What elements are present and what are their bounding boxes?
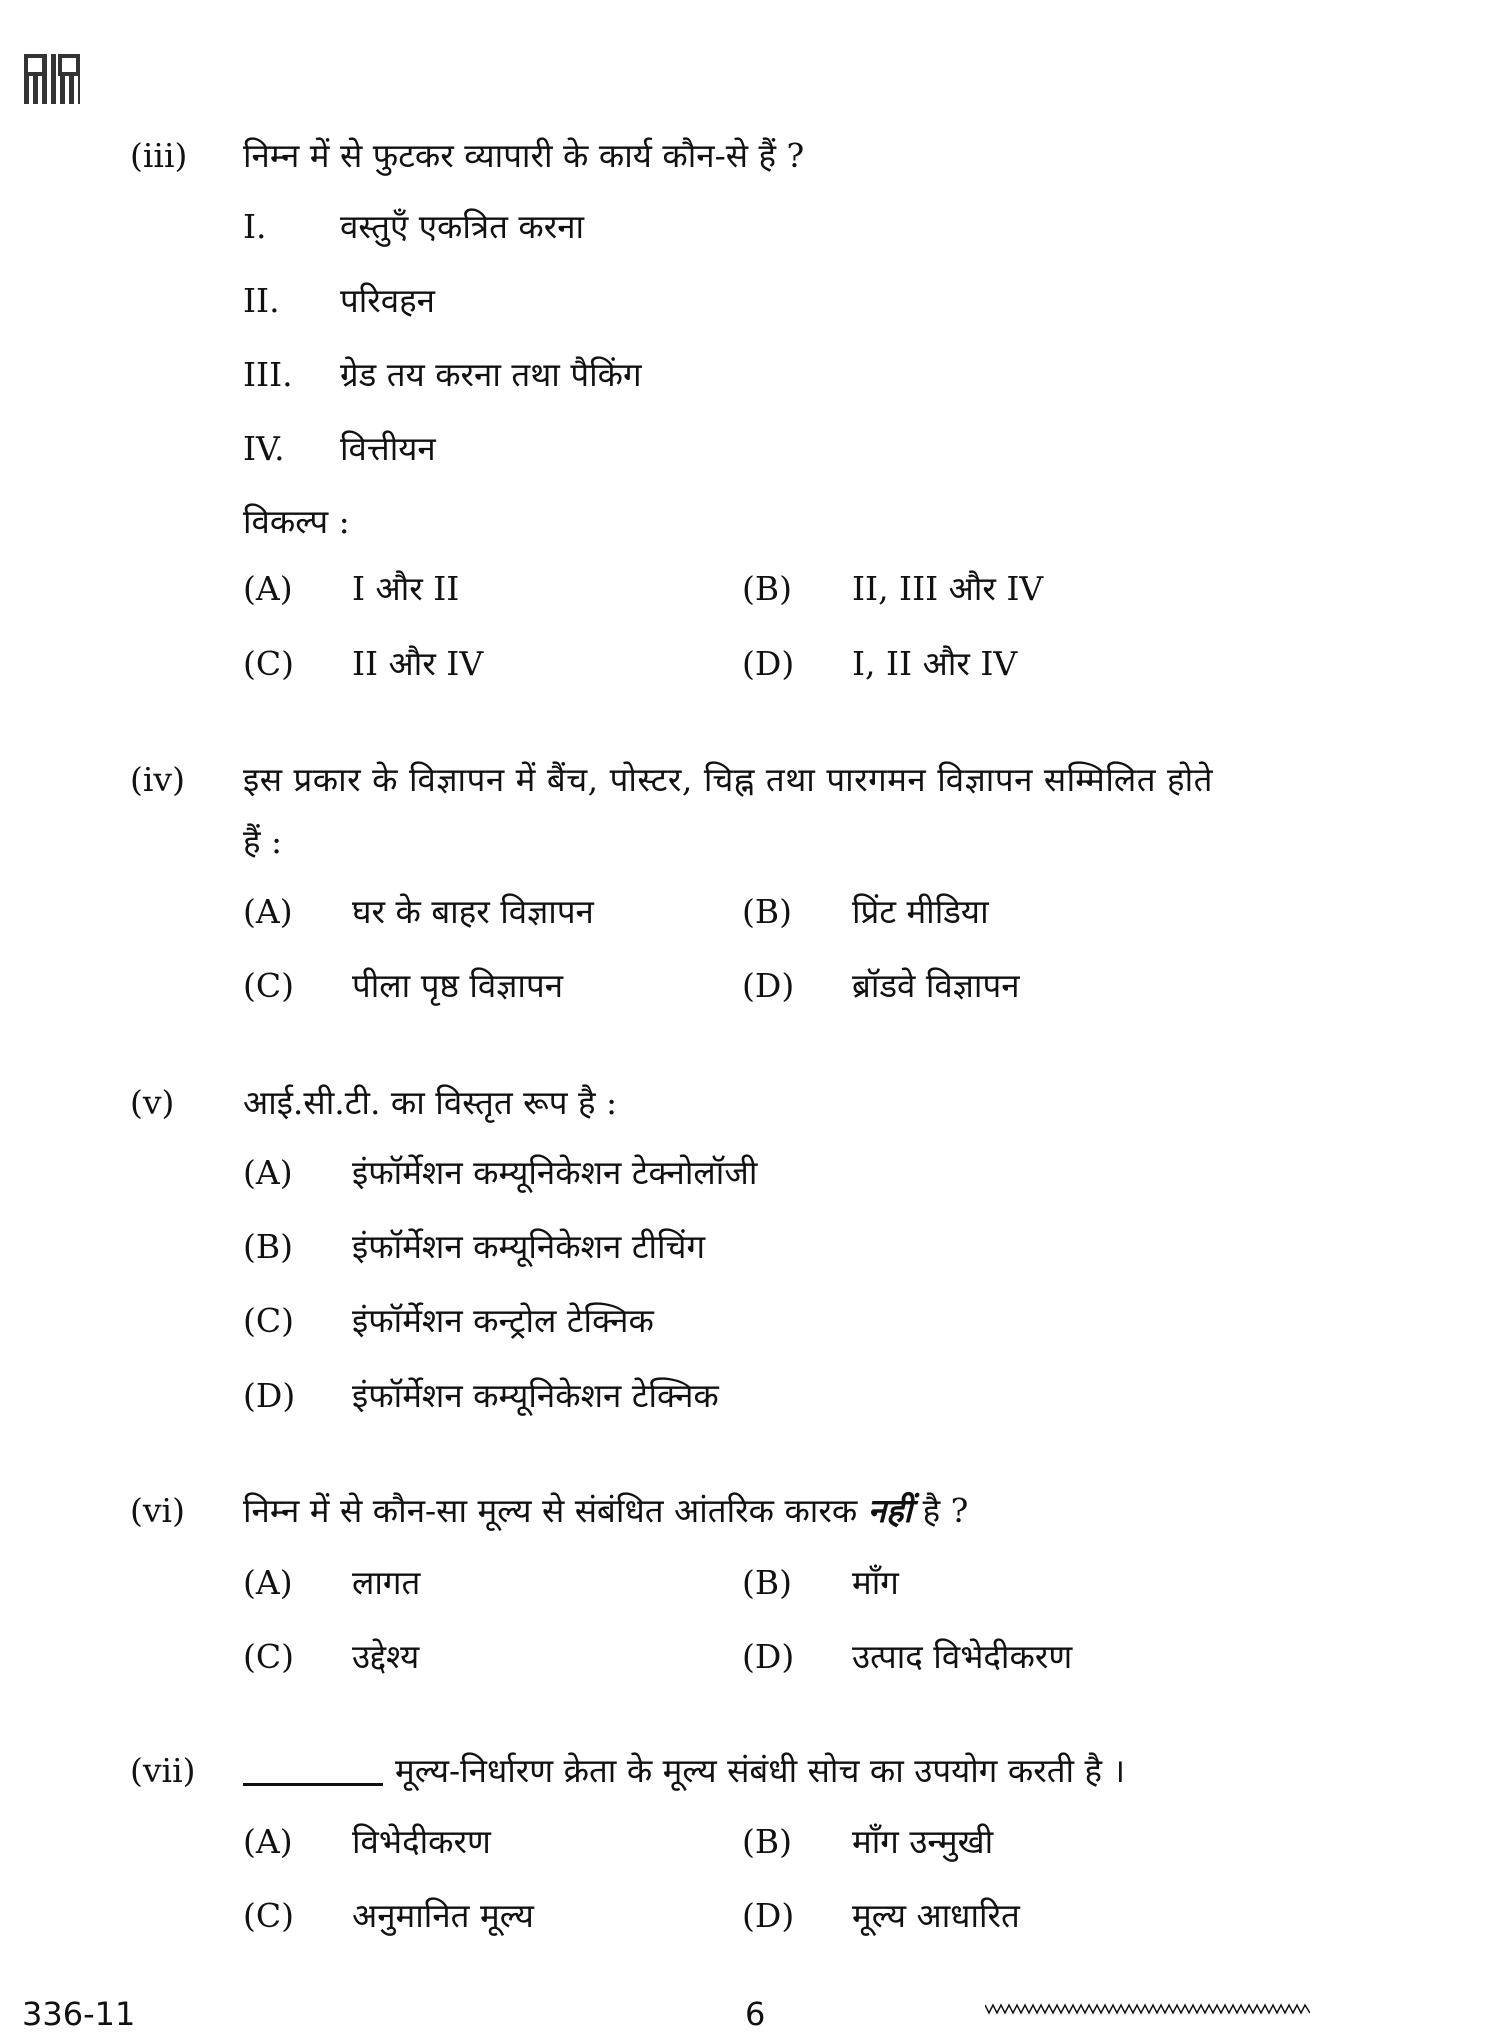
- option-text: ब्रॉडवे विज्ञापन: [852, 966, 1020, 1005]
- option-text: अनुमानित मूल्य: [352, 1896, 534, 1935]
- option-text: इंफॉर्मेशन कन्ट्रोल टेक्निक: [352, 1301, 654, 1340]
- option-text: II और IV: [352, 644, 484, 683]
- option-label: (A): [243, 1563, 293, 1602]
- option-text: इंफॉर्मेशन कम्यूनिकेशन टीचिंग: [352, 1227, 706, 1266]
- question-number: (vii): [130, 1751, 196, 1790]
- option-text: I, II और IV: [852, 644, 1018, 683]
- question-number: (v): [130, 1083, 175, 1122]
- question-text: निम्न में से फुटकर व्यापारी के कार्य कौन-से हैं ?: [243, 136, 805, 175]
- question-number: (iv): [130, 760, 185, 799]
- option-label: (A): [243, 1822, 293, 1861]
- option-label: (B): [742, 892, 792, 931]
- question-text-cont: हैं :: [243, 822, 283, 861]
- question-text-part: है ?: [922, 1491, 969, 1530]
- option-text: माँग उन्मुखी: [852, 1822, 994, 1861]
- wavy-line-decoration: [985, 2002, 1310, 2016]
- option-label: (D): [742, 966, 795, 1005]
- option-label: (A): [243, 892, 293, 931]
- option-text: II, III और IV: [852, 569, 1044, 608]
- question-number: (iii): [130, 136, 188, 175]
- option-text: मूल्य आधारित: [852, 1896, 1020, 1935]
- item-text: परिवहन: [340, 281, 435, 320]
- item-text: वित्तीयन: [340, 429, 436, 468]
- option-text: प्रिंट मीडिया: [852, 892, 989, 931]
- option-label: (C): [243, 1301, 294, 1340]
- option-label: (D): [742, 644, 795, 683]
- option-text: माँग: [852, 1563, 899, 1602]
- question-number: (vi): [130, 1491, 185, 1530]
- page-number: 6: [745, 1995, 766, 2033]
- option-label: (C): [243, 966, 294, 1005]
- option-text: I और II: [352, 569, 460, 608]
- question-text: आई.सी.टी. का विस्तृत रूप है :: [243, 1083, 618, 1122]
- item-text: वस्तुएँ एकत्रित करना: [340, 207, 585, 246]
- option-text: इंफॉर्मेशन कम्यूनिकेशन टेक्नोलॉजी: [352, 1153, 758, 1192]
- item-number: IV.: [243, 429, 285, 468]
- option-text: उत्पाद विभेदीकरण: [852, 1637, 1073, 1676]
- fill-in-blank: [243, 1783, 383, 1786]
- option-label: (D): [243, 1376, 296, 1415]
- option-label: (C): [243, 1637, 294, 1676]
- question-text-part: मूल्य-निर्धारण क्रेता के मूल्य संबंधी सोच का उपयोग करती है ।: [395, 1751, 1126, 1790]
- option-text: घर के बाहर विज्ञापन: [352, 892, 594, 931]
- option-label: (D): [742, 1896, 795, 1935]
- qr-code-icon: [24, 54, 80, 104]
- options-label: विकल्प :: [243, 502, 350, 541]
- option-text: विभेदीकरण: [352, 1822, 491, 1861]
- option-label: (A): [243, 1153, 293, 1192]
- option-label: (B): [243, 1227, 293, 1266]
- option-text: उद्देश्य: [352, 1637, 420, 1676]
- option-text: पीला पृष्ठ विज्ञापन: [352, 966, 564, 1005]
- item-number: II.: [243, 281, 280, 320]
- item-text: ग्रेड तय करना तथा पैकिंग: [340, 355, 642, 394]
- option-label: (C): [243, 1896, 294, 1935]
- option-text: लागत: [352, 1563, 421, 1602]
- option-label: (C): [243, 644, 294, 683]
- item-number: III.: [243, 355, 293, 394]
- option-label: (A): [243, 569, 293, 608]
- question-text: [243, 1751, 1125, 1791]
- option-label: (B): [742, 1822, 792, 1861]
- option-label: (D): [742, 1637, 795, 1676]
- paper-code: 336-11: [22, 1995, 136, 2033]
- item-number: I.: [243, 207, 267, 246]
- option-label: (B): [742, 1563, 792, 1602]
- question-text: [243, 1491, 968, 1531]
- question-text-part: निम्न में से कौन-सा मूल्य से संबंधित आंतरिक कारक: [243, 1491, 858, 1530]
- question-text: इस प्रकार के विज्ञापन में बैंच, पोस्टर, चिह्न तथा पारगमन विज्ञापन सम्मिलित होते: [243, 760, 1213, 799]
- emphasis-not: नहीं: [867, 1491, 913, 1530]
- option-label: (B): [742, 569, 792, 608]
- option-text: इंफॉर्मेशन कम्यूनिकेशन टेक्निक: [352, 1376, 719, 1415]
